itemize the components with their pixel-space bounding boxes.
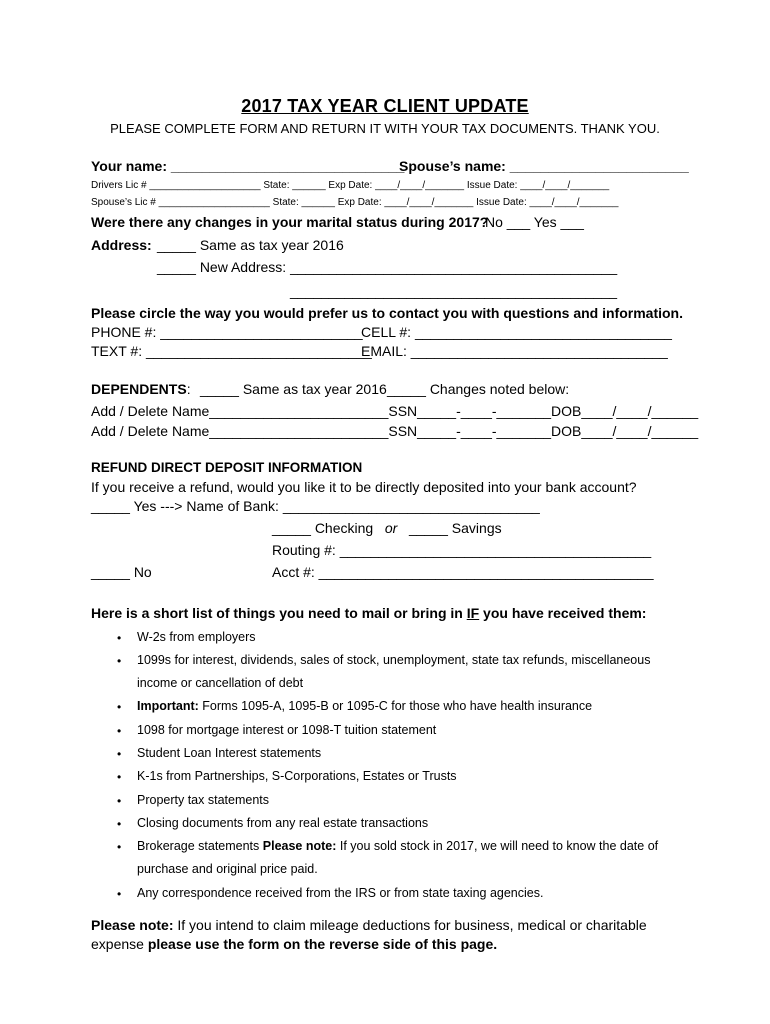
dependent-row[interactable]: Add / Delete Name_______________________SSN_____-____-_______DOB____/____/______ [91,423,699,439]
bullet-icon: • [117,654,122,668]
brokerage-text: Brokerage statements [137,839,263,853]
refund-heading: REFUND DIRECT DEPOSIT INFORMATION [91,460,363,475]
new-address-line-2[interactable]: __________________________________________ [290,283,618,299]
bank-name-field[interactable]: _____ Yes ---> Name of Bank: _________________________________ [91,498,540,514]
list-item-brokerage-cont: purchase and original price paid. [137,862,318,876]
footer-reverse-side-note: please use the form on the reverse side of this page. [147,936,498,952]
address-same-option[interactable]: _____ Same as tax year 2016 [157,237,344,253]
address-label: Address: [91,237,152,253]
text-field[interactable]: TEXT #: _____________________________ [91,343,372,359]
list-item-mortgage: 1098 for mortgage interest or 1098-T tuition statement [137,723,437,737]
spouse-name-field[interactable]: Spouse’s name: _______________________ [399,158,689,174]
form-title: 2017 TAX YEAR CLIENT UPDATE [241,96,529,116]
marital-status-options[interactable]: No ___ Yes ___ [485,214,584,230]
cell-field[interactable]: CELL #: _________________________________ [361,324,672,340]
list-item-1099: 1099s for interest, dividends, sales of stock, unemployment, state tax refunds, miscellaneous [137,653,651,667]
important-label: Important: [137,699,199,713]
bullet-icon: • [117,840,122,854]
list-heading-text: Here is a short list of things you need to mail or bring in [91,605,467,621]
routing-field[interactable]: Routing #: ________________________________________ [272,542,652,558]
spouse-license-line[interactable]: Spouse’s Lic # ____________________ State: ______ Exp Date: ____/____/_______ Issue Date: ____/____/_______ [91,197,619,208]
drivers-license-line[interactable]: Drivers Lic # ____________________ State: ______ Exp Date: ____/____/_______ Issue Date: ____/____/_______ [91,180,610,191]
phone-field[interactable]: PHONE #: __________________________ [91,324,363,340]
savings-option[interactable]: _____ Savings [408,520,502,536]
dependent-row[interactable]: Add / Delete Name_______________________SSN_____-____-_______DOB____/____/______ [91,403,699,419]
your-name-field[interactable]: Your name: ______________________________ [91,158,405,174]
important-text: Forms 1095-A, 1095-B or 1095-C for those who have health insurance [198,699,593,713]
bullet-icon: • [117,794,122,808]
brokerage-note-text: If you sold stock in 2017, we will need to know the date of [336,839,659,853]
bullet-icon: • [117,631,122,645]
brokerage-note-label: Please note: [262,839,337,853]
refund-question: If you receive a refund, would you like it to be directly deposited into your bank account? [91,479,637,495]
list-item-k1: K-1s from Partnerships, S-Corporations, Estates or Trusts [137,769,457,783]
bullet-icon: • [117,747,122,761]
new-address-field[interactable]: _____ New Address: __________________________________________ [157,259,618,275]
footer-note-text: If you intend to claim mileage deductions for business, medical or charitable [173,917,647,933]
footer-note-label: Please note: [91,917,174,933]
contact-heading: Please circle the way you would prefer us to contact you with questions and information. [91,305,683,321]
list-item-student-loan: Student Loan Interest statements [137,746,322,760]
dependents-changes-option[interactable]: _____ Changes noted below: [387,381,570,397]
list-item-brokerage [137,840,658,853]
if-emphasis: IF [466,605,480,621]
list-item-1099-cont: income or cancellation of debt [137,676,304,690]
footer-note-line-2 [91,937,497,951]
documents-list-heading [91,606,646,620]
dependents-colon: : [186,381,191,397]
bullet-icon: • [117,700,122,714]
footer-expense-text: expense [91,936,148,952]
list-heading-end: you have received them: [479,605,647,621]
bullet-icon: • [117,770,122,784]
form-subtitle: PLEASE COMPLETE FORM AND RETURN IT WITH YOUR TAX DOCUMENTS. THANK YOU. [110,121,660,136]
no-deposit-option[interactable]: _____ No [91,564,152,580]
dependents-same-option[interactable]: _____ Same as tax year 2016 [200,381,387,397]
checking-option[interactable]: _____ Checking [272,520,374,536]
list-item-property-tax: Property tax statements [137,793,270,807]
list-item-closing-docs: Closing documents from any real estate transactions [137,816,429,830]
bullet-icon: • [117,724,122,738]
bullet-icon: • [117,817,122,831]
dependents-label: DEPENDENTS [91,381,187,397]
email-field[interactable]: EMAIL: _________________________________ [361,343,668,359]
account-type-options[interactable] [272,521,502,535]
list-item-irs-correspondence: Any correspondence received from the IRS or from state taxing agencies. [137,886,544,900]
list-item-w2: W-2s from employers [137,630,256,644]
bullet-icon: • [117,887,122,901]
footer-note-line-1 [91,918,647,932]
marital-status-question: Were there any changes in your marital status during 2017? [91,214,489,230]
account-number-field[interactable]: Acct #: ___________________________________________ [272,564,654,580]
or-text: or [384,520,398,536]
list-item-important [137,700,592,713]
dependents-heading [91,382,191,396]
